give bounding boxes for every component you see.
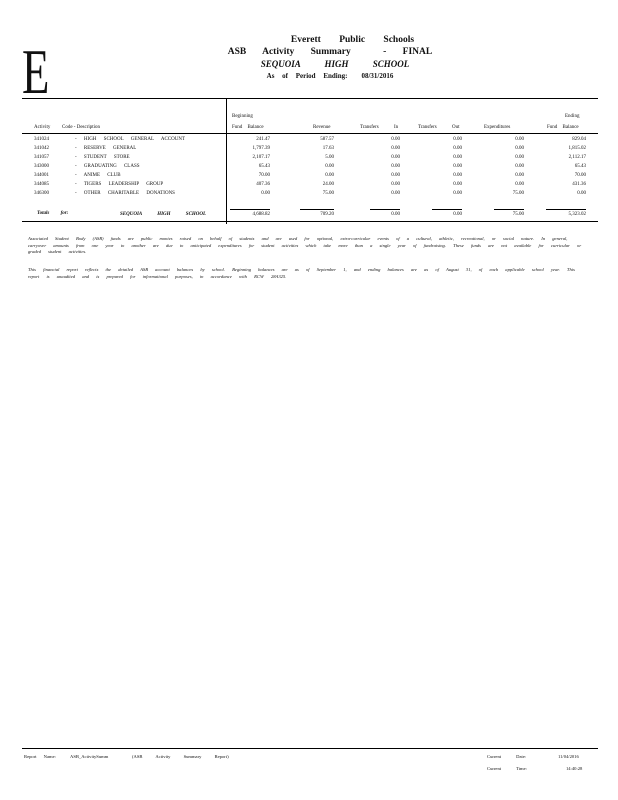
footer-rule xyxy=(22,748,598,749)
row-transfers-in: 0.00 xyxy=(391,191,400,196)
footer-report-name: ASB_ActivitySumm xyxy=(70,754,109,759)
row-revenue: 75.00 xyxy=(322,191,334,196)
row-code: 344085 xyxy=(34,182,49,187)
totals-label: Totals for: xyxy=(37,211,69,216)
row-ending: 70.00 xyxy=(574,173,586,178)
row-ending: 65.43 xyxy=(574,164,586,169)
total-ending: 5,323.02 xyxy=(568,212,586,217)
row-expenditures: 0.00 xyxy=(515,164,524,169)
col-transfers-out: Transfers Out xyxy=(418,125,460,130)
row-code: 343000 xyxy=(34,164,49,169)
row-transfers-out: 0.00 xyxy=(453,164,462,169)
row-expenditures: 0.00 xyxy=(515,155,524,160)
col-code-description: Code - Description xyxy=(62,125,101,130)
col-revenue: Revenue xyxy=(313,125,331,130)
footer-report-description: (ASB Activity Summary Report) xyxy=(132,754,229,759)
row-revenue: 17.63 xyxy=(322,146,334,151)
row-description: - OTHER CHARITABLE DONATIONS xyxy=(75,191,175,196)
note-paragraph-report: This financial report reflects the detailed ASB account balances by school. Beginning balances are as of September 1, and ending balances are as of August 31, of each applicable school year. This report is unaudited and is prepared for informational purposes, in accordance with RCW 28A325. xyxy=(28,267,575,279)
column-divider xyxy=(226,99,227,224)
row-ending: 1,815.02 xyxy=(568,146,586,151)
row-transfers-in: 0.00 xyxy=(391,164,400,169)
row-code: 346300 xyxy=(34,191,49,196)
row-beginning: 65.43 xyxy=(258,164,270,169)
row-beginning: 241.47 xyxy=(256,137,270,142)
row-transfers-out: 0.00 xyxy=(453,146,462,151)
report-title-main: ASB Activity Summary xyxy=(227,47,351,57)
col-beginning-bottom: Fund Balance xyxy=(232,125,264,130)
column-header-rule xyxy=(22,133,598,134)
footer-report-label: Report Name: xyxy=(24,754,56,759)
row-ending: 2,112.17 xyxy=(568,155,586,160)
row-ending: 829.04 xyxy=(572,137,586,142)
row-expenditures: 0.00 xyxy=(515,173,524,178)
col-ending-top: Ending xyxy=(565,114,580,119)
row-expenditures: 0.00 xyxy=(515,146,524,151)
row-transfers-in: 0.00 xyxy=(391,182,400,187)
row-beginning: 2,107.17 xyxy=(252,155,270,160)
row-expenditures: 0.00 xyxy=(515,182,524,187)
row-code: 344001 xyxy=(34,173,49,178)
note-paragraph-funds: Associated Student Body (ASB) funds are public monies raised on behalf of students and are used for optional, extra-curricular events of a cultural, athletic, recreational, or social nature. In general, carryover amounts from one year to another are due to anticipated expenditures for student activities which take more than a single year of fundraising. These funds are not available for curricular or graded student activities. xyxy=(28,236,582,254)
row-transfers-in: 0.00 xyxy=(391,155,400,160)
district-name: Everett Public Schools xyxy=(290,35,415,45)
row-beginning: 0.00 xyxy=(261,191,270,196)
total-beginning: 4,688.82 xyxy=(252,212,270,217)
totals-rule xyxy=(22,221,598,222)
col-activity: Activity xyxy=(34,125,51,130)
report-header xyxy=(180,34,480,82)
row-expenditures: 0.00 xyxy=(515,137,524,142)
total-revenue: 709.20 xyxy=(320,212,334,217)
row-transfers-out: 0.00 xyxy=(453,155,462,160)
col-transfers-in: Transfers In xyxy=(360,125,399,130)
row-revenue: 24.00 xyxy=(322,182,334,187)
footer-time-label: Current Time: xyxy=(487,766,527,771)
row-description: - STUDENT STORE xyxy=(75,155,130,160)
totals-school: SEQUOIA HIGH SCHOOL xyxy=(120,212,207,217)
row-transfers-in: 0.00 xyxy=(391,146,400,151)
row-description: - HIGH SCHOOL GENERAL ACCOUNT xyxy=(75,137,186,142)
row-revenue: 5.00 xyxy=(325,155,334,160)
row-beginning: 407.36 xyxy=(256,182,270,187)
total-transfers-in: 0.00 xyxy=(391,212,400,217)
period-date: 08/31/2016 xyxy=(361,72,394,80)
col-beginning-top: Beginning xyxy=(232,114,253,119)
row-beginning: 70.00 xyxy=(258,173,270,178)
district-logo: E xyxy=(22,36,50,107)
row-beginning: 1,797.39 xyxy=(252,146,270,151)
row-revenue: 587.57 xyxy=(320,137,334,142)
row-transfers-in: 0.00 xyxy=(391,173,400,178)
row-description: - ANIME CLUB xyxy=(75,173,121,178)
row-code: 341042 xyxy=(34,146,49,151)
report-title-status: - FINAL xyxy=(383,47,433,57)
col-expenditures: Expenditures xyxy=(484,125,511,130)
footer-time-value: 14:40:28 xyxy=(566,766,583,771)
row-description: - GRADUATING CLASS xyxy=(75,164,140,169)
col-ending-bottom: Fund Balance xyxy=(547,125,579,130)
row-transfers-out: 0.00 xyxy=(453,137,462,142)
row-transfers-in: 0.00 xyxy=(391,137,400,142)
row-code: 341057 xyxy=(34,155,49,160)
total-expenditures: 75.00 xyxy=(512,212,524,217)
footer-date-value: 11/04/2016 xyxy=(558,754,579,759)
header-rule xyxy=(22,98,598,99)
row-transfers-out: 0.00 xyxy=(453,173,462,178)
row-revenue: 0.00 xyxy=(325,173,334,178)
row-expenditures: 75.00 xyxy=(512,191,524,196)
footer-date-label: Current Date: xyxy=(487,754,527,759)
row-transfers-out: 0.00 xyxy=(453,182,462,187)
row-transfers-out: 0.00 xyxy=(453,191,462,196)
school-name: SEQUOIA HIGH SCHOOL xyxy=(260,59,410,69)
row-description: - RESERVE GENERAL xyxy=(75,146,137,151)
period-label: As of Period Ending: xyxy=(266,72,348,80)
row-description: - TIGERS LEADERSHIP GROUP xyxy=(75,182,164,187)
row-code: 341024 xyxy=(34,137,49,142)
report-title xyxy=(180,46,480,58)
row-ending: 431.36 xyxy=(572,182,586,187)
period-line xyxy=(180,70,480,82)
row-revenue: 0.00 xyxy=(325,164,334,169)
row-ending: 0.00 xyxy=(577,191,586,196)
total-transfers-out: 0.00 xyxy=(453,212,462,217)
